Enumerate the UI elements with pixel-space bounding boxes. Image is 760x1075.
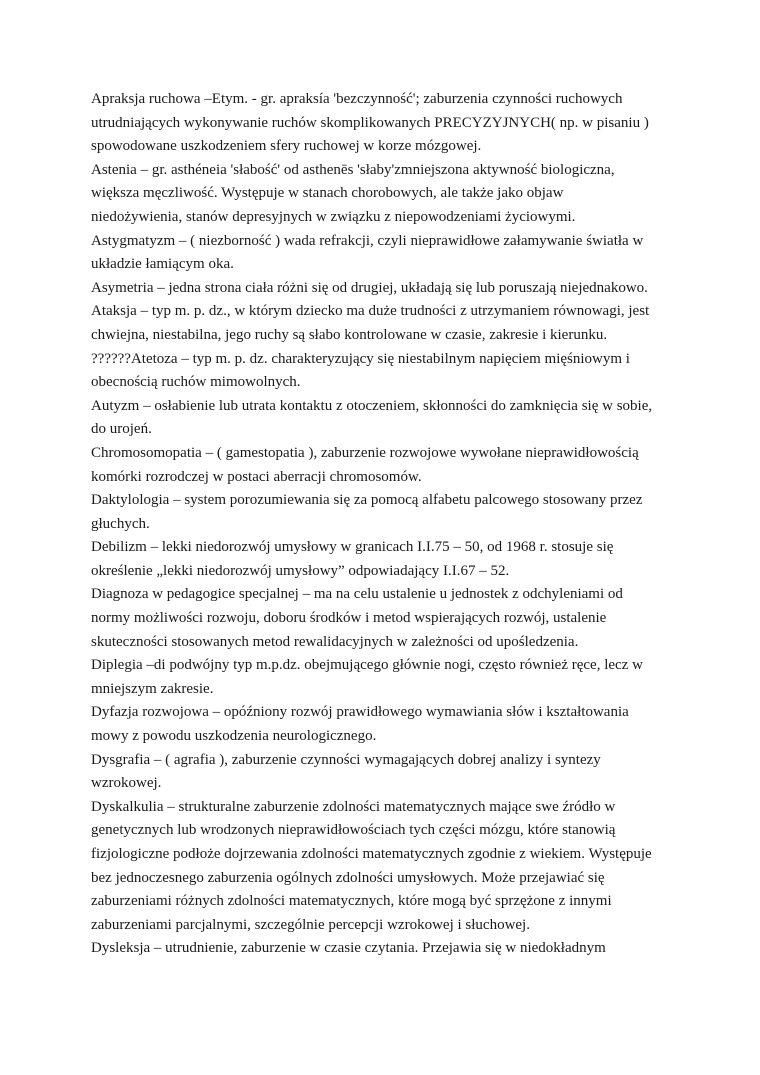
text-line: mowy z powodu uszkodzenia neurologicznego. <box>91 728 377 745</box>
text-line: Diagnoza w pedagogice specjalnej – ma na celu ustalenie u jednostek z odchyleniami od <box>91 586 623 603</box>
text-line: chwiejna, niestabilna, jego ruchy są słabo kontrolowane w czasie, zakresie i kierunku. <box>91 326 608 343</box>
text-line: Autyzm – osłabienie lub utrata kontaktu z otoczeniem, skłonności do zamknięcia się w sobie, <box>91 397 653 414</box>
text-line: Chromosomopatia – ( gamestopatia ), zaburzenie rozwojowe wywołane nieprawidłowością <box>91 444 639 461</box>
text-line: zaburzeniami różnych zdolności matematycznych, które mogą być sprzężone z innymi <box>91 893 612 910</box>
text-line: Astenia – gr. asthéneia 'słabość' od asthenēs 'słaby'zmniejszona aktywność biologiczna, <box>91 161 615 178</box>
text-line: Ataksja – typ m. p. dz., w którym dziecko ma duże trudności z utrzymaniem równowagi, jest <box>91 303 650 320</box>
text-line: do urojeń. <box>91 421 152 438</box>
text-line: Asymetria – jedna strona ciała różni się od drugiej, układają się lub poruszają niejednakowo. <box>91 279 648 296</box>
text-line: Daktylologia – system porozumiewania się za pomocą alfabetu palcowego stosowany przez <box>91 492 643 509</box>
text-line: mniejszym zakresie. <box>91 680 214 697</box>
text-line: fizjologiczne podłoże dojrzewania zdolności matematycznych zgodnie z wiekiem. Występuje <box>91 846 652 862</box>
text-line: większa męczliwość. Występuje w stanach chorobowych, ale także jako objaw <box>91 185 564 202</box>
text-line: zaburzeniami parcjalnymi, szczególnie percepcji wzrokowej i słuchowej. <box>91 916 530 933</box>
text-line: Dysgrafia – ( agrafia ), zaburzenie czynności wymagających dobrej analizy i syntezy <box>91 751 601 768</box>
text-line: Dyfazja rozwojowa – opóźniony rozwój prawidłowego wymawiania słów i kształtowania <box>91 704 629 721</box>
text-line: normy możliwości rozwoju, doboru środków i metod wspierających rozwój, ustalenie <box>91 610 607 627</box>
text-line: bez jednoczesnego zaburzenia ogólnych zdolności umysłowych. Może przejawiać się <box>91 869 605 886</box>
text-line: niedożywienia, stanów depresyjnych w związku z niepowodzeniami życiowymi. <box>91 208 576 225</box>
document-text <box>91 88 671 961</box>
text-line: spowodowane uszkodzeniem sfery ruchowej w korze mózgowej. <box>91 138 482 155</box>
text-line: skuteczności stosowanych metod rewalidacyjnych w zależności od upośledzenia. <box>91 633 579 650</box>
text-line: komórki rozrodczej w postaci aberracji chromosomów. <box>91 468 422 485</box>
text-line: utrudniających wykonywanie ruchów skomplikowanych PRECYZYJNYCH( np. w pisaniu ) <box>91 114 649 131</box>
text-line: genetycznych lub wrodzonych nieprawidłowościach tych części mózgu, które stanowią <box>91 822 616 839</box>
text-line: Dysleksja – utrudnienie, zaburzenie w czasie czytania. Przejawia się w niedokładnym <box>91 940 606 957</box>
text-line: wzrokowej. <box>91 775 162 792</box>
text-line: określenie „lekki niedorozwój umysłowy” odpowiadający I.I.67 – 52. <box>91 562 510 579</box>
text-line: obecnością ruchów mimowolnych. <box>91 374 301 391</box>
text-line: Dyskalkulia – strukturalne zaburzenie zdolności matematycznych mające swe źródło w <box>91 798 616 815</box>
text-line: głuchych. <box>91 515 150 532</box>
text-line: Diplegia –di podwójny typ m.p.dz. obejmującego głównie nogi, często również ręce, lecz w <box>91 657 643 674</box>
text-line: Astygmatyzm – ( niezborność ) wada refrakcji, czyli nieprawidłowe załamywanie światła w <box>91 232 644 249</box>
text-line: Apraksja ruchowa –Etym. - gr. apraksía 'bezczynność'; zaburzenia czynności ruchowych <box>91 91 623 107</box>
text-line: układzie łamiącym oka. <box>91 256 234 273</box>
text-line: Debilizm – lekki niedorozwój umysłowy w granicach I.I.75 – 50, od 1968 r. stosuje się <box>91 539 614 556</box>
text-line: ??????Atetoza – typ m. p. dz. charakteryzujący się niestabilnym napięciem mięśniowym i <box>91 350 630 367</box>
